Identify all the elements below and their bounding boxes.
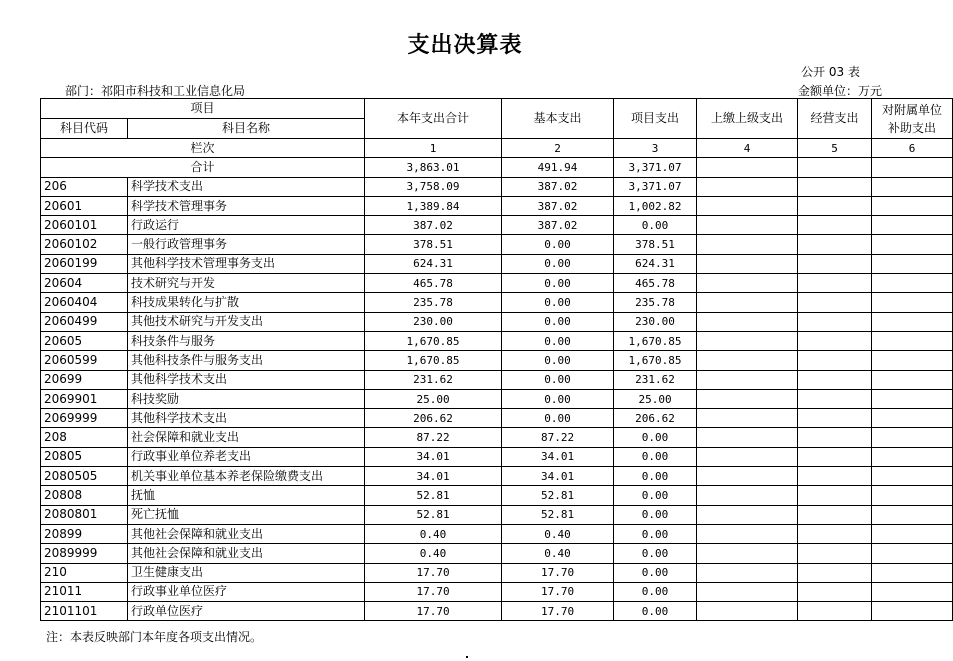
row-project: 0.00 — [614, 216, 697, 235]
row-basic: 0.00 — [502, 274, 614, 293]
row-upper — [697, 216, 798, 235]
col-no-2: 2 — [502, 139, 614, 158]
row-basic: 17.70 — [502, 602, 614, 621]
row-name: 其他科技条件与服务支出 — [128, 351, 365, 370]
col-no-5: 5 — [798, 139, 872, 158]
header-code: 科目代码 — [41, 119, 128, 139]
row-basic: 0.00 — [502, 370, 614, 389]
row-business — [798, 196, 872, 215]
row-name: 其他科学技术管理事务支出 — [128, 254, 365, 273]
header-subsidy — [872, 99, 953, 139]
form-number: 公开 03 表 — [801, 65, 860, 79]
total-project: 3,371.07 — [614, 158, 697, 177]
row-subsidy — [872, 196, 953, 215]
row-upper — [697, 563, 798, 582]
row-project: 0.00 — [614, 524, 697, 543]
row-upper — [697, 602, 798, 621]
row-name: 社会保障和就业支出 — [128, 428, 365, 447]
row-project: 624.31 — [614, 254, 697, 273]
row-basic: 87.22 — [502, 428, 614, 447]
row-project: 230.00 — [614, 312, 697, 331]
row-total: 17.70 — [365, 602, 502, 621]
row-subsidy — [872, 409, 953, 428]
row-project: 206.62 — [614, 409, 697, 428]
row-code: 20805 — [41, 447, 128, 466]
expenditure-table — [40, 98, 953, 621]
row-subsidy — [872, 274, 953, 293]
row-upper — [697, 447, 798, 466]
row-subsidy — [872, 428, 953, 447]
row-upper — [697, 389, 798, 408]
row-upper — [697, 254, 798, 273]
row-subsidy — [872, 312, 953, 331]
row-basic: 0.00 — [502, 331, 614, 350]
row-total: 3,758.09 — [365, 177, 502, 196]
row-total: 0.40 — [365, 524, 502, 543]
total-label: 合计 — [41, 158, 365, 177]
row-upper — [697, 486, 798, 505]
table-row — [41, 524, 953, 543]
row-name: 其他社会保障和就业支出 — [128, 544, 365, 563]
page-mark — [466, 656, 468, 658]
row-project: 0.00 — [614, 582, 697, 601]
table-row — [41, 312, 953, 331]
row-upper — [697, 409, 798, 428]
row-total: 378.51 — [365, 235, 502, 254]
row-code: 2060199 — [41, 254, 128, 273]
row-basic: 0.00 — [502, 389, 614, 408]
row-subsidy — [872, 602, 953, 621]
total-basic: 491.94 — [502, 158, 614, 177]
row-name: 一般行政管理事务 — [128, 235, 365, 254]
row-upper — [697, 370, 798, 389]
row-total: 34.01 — [365, 447, 502, 466]
row-subsidy — [872, 235, 953, 254]
row-project: 1,670.85 — [614, 351, 697, 370]
header-subsidy-line2: 补助支出 — [888, 120, 937, 135]
row-business — [798, 524, 872, 543]
row-code: 2069901 — [41, 389, 128, 408]
row-code: 2060102 — [41, 235, 128, 254]
row-total: 1,389.84 — [365, 196, 502, 215]
row-name: 死亡抚恤 — [128, 505, 365, 524]
row-upper — [697, 177, 798, 196]
table-row — [41, 351, 953, 370]
row-upper — [697, 467, 798, 486]
row-name: 行政事业单位养老支出 — [128, 447, 365, 466]
row-basic: 52.81 — [502, 486, 614, 505]
row-name: 科学技术支出 — [128, 177, 365, 196]
row-name: 卫生健康支出 — [128, 563, 365, 582]
row-name: 科技奖励 — [128, 389, 365, 408]
table-row — [41, 409, 953, 428]
row-total: 387.02 — [365, 216, 502, 235]
row-code: 20604 — [41, 274, 128, 293]
row-basic: 17.70 — [502, 582, 614, 601]
row-code: 20808 — [41, 486, 128, 505]
row-project: 0.00 — [614, 505, 697, 524]
row-upper — [697, 293, 798, 312]
row-total: 206.62 — [365, 409, 502, 428]
row-upper — [697, 274, 798, 293]
department-label: 部门：祁阳市科技和工业信息化局 — [65, 84, 246, 98]
row-subsidy — [872, 177, 953, 196]
row-subsidy — [872, 254, 953, 273]
row-project: 0.00 — [614, 447, 697, 466]
row-subsidy — [872, 563, 953, 582]
row-business — [798, 389, 872, 408]
row-basic: 34.01 — [502, 447, 614, 466]
header-name: 科目名称 — [128, 119, 365, 139]
header-business: 经营支出 — [798, 99, 872, 139]
row-name: 科技成果转化与扩散 — [128, 293, 365, 312]
row-business — [798, 177, 872, 196]
col-no-3: 3 — [614, 139, 697, 158]
row-code: 2089999 — [41, 544, 128, 563]
col-no-6: 6 — [872, 139, 953, 158]
row-business — [798, 602, 872, 621]
table-row — [41, 216, 953, 235]
row-name: 其他科学技术支出 — [128, 409, 365, 428]
table-row — [41, 563, 953, 582]
row-basic: 387.02 — [502, 216, 614, 235]
row-code: 2060404 — [41, 293, 128, 312]
row-subsidy — [872, 505, 953, 524]
row-total: 0.40 — [365, 544, 502, 563]
table-row — [41, 544, 953, 563]
row-code: 2069999 — [41, 409, 128, 428]
row-basic: 0.00 — [502, 254, 614, 273]
row-total: 52.81 — [365, 486, 502, 505]
row-basic: 52.81 — [502, 505, 614, 524]
row-code: 20699 — [41, 370, 128, 389]
row-upper — [697, 351, 798, 370]
row-subsidy — [872, 467, 953, 486]
col-no-1: 1 — [365, 139, 502, 158]
total-subsidy — [872, 158, 953, 177]
row-basic: 0.00 — [502, 235, 614, 254]
row-upper — [697, 428, 798, 447]
row-code: 2080505 — [41, 467, 128, 486]
row-upper — [697, 312, 798, 331]
header-row-no: 栏次 — [41, 139, 365, 158]
row-basic: 0.00 — [502, 312, 614, 331]
row-code: 21011 — [41, 582, 128, 601]
header-total: 本年支出合计 — [365, 99, 502, 139]
table-row — [41, 293, 953, 312]
row-code: 2060101 — [41, 216, 128, 235]
header-subsidy-line1: 对附属单位 — [882, 102, 943, 117]
table-row — [41, 428, 953, 447]
row-subsidy — [872, 524, 953, 543]
row-subsidy — [872, 351, 953, 370]
header-project: 项目支出 — [614, 99, 697, 139]
row-business — [798, 216, 872, 235]
row-business — [798, 467, 872, 486]
row-name: 其他社会保障和就业支出 — [128, 524, 365, 543]
row-name: 其他技术研究与开发支出 — [128, 312, 365, 331]
row-project: 378.51 — [614, 235, 697, 254]
amount-unit-label: 金额单位：万元 — [797, 84, 882, 98]
row-business — [798, 274, 872, 293]
row-project: 1,670.85 — [614, 331, 697, 350]
row-total: 231.62 — [365, 370, 502, 389]
row-total: 235.78 — [365, 293, 502, 312]
table-row — [41, 235, 953, 254]
row-name: 机关事业单位基本养老保险缴费支出 — [128, 467, 365, 486]
row-name: 行政运行 — [128, 216, 365, 235]
row-total: 465.78 — [365, 274, 502, 293]
table-row — [41, 447, 953, 466]
row-basic: 0.40 — [502, 544, 614, 563]
row-total: 230.00 — [365, 312, 502, 331]
row-total: 17.70 — [365, 563, 502, 582]
row-business — [798, 254, 872, 273]
row-business — [798, 447, 872, 466]
table-row — [41, 370, 953, 389]
row-name: 抚恤 — [128, 486, 365, 505]
row-total: 1,670.85 — [365, 351, 502, 370]
row-project: 235.78 — [614, 293, 697, 312]
row-name: 科学技术管理事务 — [128, 196, 365, 215]
row-name: 其他科学技术支出 — [128, 370, 365, 389]
col-no-4: 4 — [697, 139, 798, 158]
page-title: 支出决算表 — [407, 33, 523, 58]
row-name: 技术研究与开发 — [128, 274, 365, 293]
total-upper — [697, 158, 798, 177]
row-upper — [697, 331, 798, 350]
row-project: 0.00 — [614, 428, 697, 447]
row-business — [798, 331, 872, 350]
total-total: 3,863.01 — [365, 158, 502, 177]
row-business — [798, 544, 872, 563]
row-business — [798, 370, 872, 389]
row-total: 1,670.85 — [365, 331, 502, 350]
row-basic: 0.40 — [502, 524, 614, 543]
row-business — [798, 312, 872, 331]
row-subsidy — [872, 293, 953, 312]
row-total: 624.31 — [365, 254, 502, 273]
row-business — [798, 563, 872, 582]
row-total: 87.22 — [365, 428, 502, 447]
table-row — [41, 331, 953, 350]
row-total: 52.81 — [365, 505, 502, 524]
row-project: 25.00 — [614, 389, 697, 408]
row-project: 0.00 — [614, 563, 697, 582]
total-business — [798, 158, 872, 177]
table-row — [41, 467, 953, 486]
table-row — [41, 505, 953, 524]
row-project: 0.00 — [614, 467, 697, 486]
row-code: 208 — [41, 428, 128, 447]
row-basic: 387.02 — [502, 196, 614, 215]
row-basic: 0.00 — [502, 409, 614, 428]
row-code: 20605 — [41, 331, 128, 350]
row-business — [798, 351, 872, 370]
row-business — [798, 409, 872, 428]
row-basic: 387.02 — [502, 177, 614, 196]
header-upper: 上缴上级支出 — [697, 99, 798, 139]
row-basic: 0.00 — [502, 351, 614, 370]
table-row — [41, 274, 953, 293]
row-name: 科技条件与服务 — [128, 331, 365, 350]
header-basic: 基本支出 — [502, 99, 614, 139]
row-upper — [697, 544, 798, 563]
row-business — [798, 582, 872, 601]
row-subsidy — [872, 486, 953, 505]
row-upper — [697, 582, 798, 601]
table-row — [41, 389, 953, 408]
row-subsidy — [872, 544, 953, 563]
table-row — [41, 196, 953, 215]
row-subsidy — [872, 331, 953, 350]
row-basic: 0.00 — [502, 293, 614, 312]
row-subsidy — [872, 389, 953, 408]
row-business — [798, 235, 872, 254]
row-code: 20601 — [41, 196, 128, 215]
row-business — [798, 486, 872, 505]
row-basic: 34.01 — [502, 467, 614, 486]
row-code: 2060599 — [41, 351, 128, 370]
table-row — [41, 177, 953, 196]
row-project: 231.62 — [614, 370, 697, 389]
row-upper — [697, 235, 798, 254]
row-code: 210 — [41, 563, 128, 582]
row-project: 0.00 — [614, 602, 697, 621]
row-business — [798, 505, 872, 524]
row-code: 2101101 — [41, 602, 128, 621]
table-row — [41, 486, 953, 505]
row-project: 0.00 — [614, 544, 697, 563]
row-upper — [697, 524, 798, 543]
table-row — [41, 582, 953, 601]
row-project: 465.78 — [614, 274, 697, 293]
row-business — [798, 293, 872, 312]
row-business — [798, 428, 872, 447]
row-name: 行政单位医疗 — [128, 602, 365, 621]
table-row — [41, 254, 953, 273]
row-total: 34.01 — [365, 467, 502, 486]
row-project: 1,002.82 — [614, 196, 697, 215]
row-upper — [697, 505, 798, 524]
row-basic: 17.70 — [502, 563, 614, 582]
table-note: 注：本表反映部门本年度各项支出情况。 — [46, 630, 263, 644]
row-code: 206 — [41, 177, 128, 196]
row-subsidy — [872, 582, 953, 601]
row-total: 17.70 — [365, 582, 502, 601]
row-code: 2080801 — [41, 505, 128, 524]
row-project: 0.00 — [614, 486, 697, 505]
row-subsidy — [872, 216, 953, 235]
row-code: 20899 — [41, 524, 128, 543]
row-name: 行政事业单位医疗 — [128, 582, 365, 601]
row-project: 3,371.07 — [614, 177, 697, 196]
row-upper — [697, 196, 798, 215]
row-subsidy — [872, 370, 953, 389]
row-code: 2060499 — [41, 312, 128, 331]
row-total: 25.00 — [365, 389, 502, 408]
table-row — [41, 602, 953, 621]
header-item: 项目 — [41, 99, 365, 119]
row-subsidy — [872, 447, 953, 466]
